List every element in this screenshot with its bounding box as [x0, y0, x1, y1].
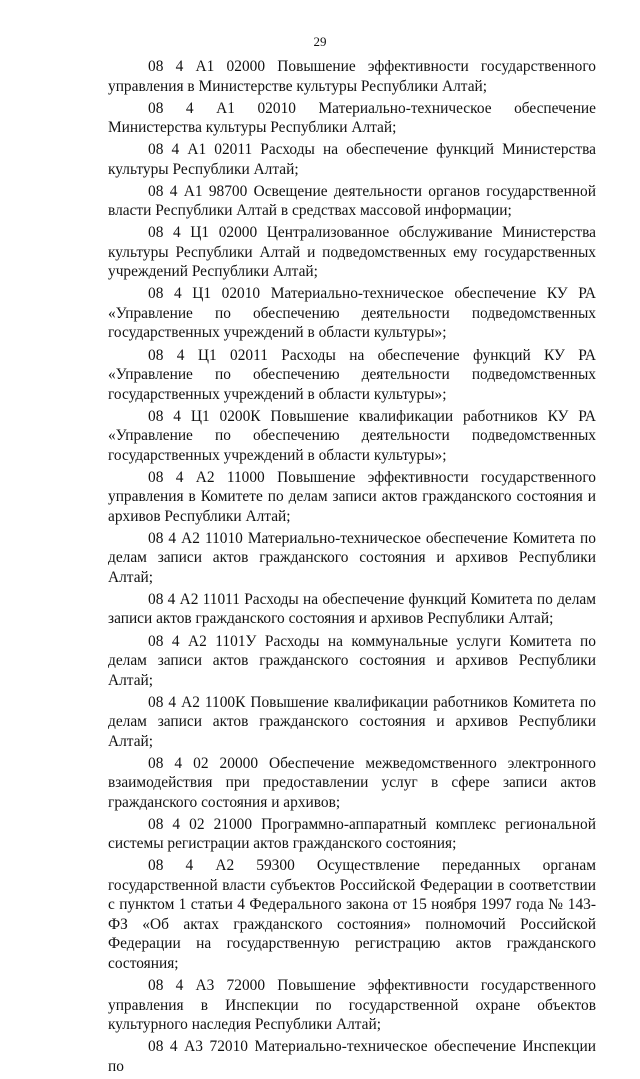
paragraph: 08 4 А2 1100К Повышение квалификации работников Комитета по делам записи актов гражданского состояния и архивов Республики Алтай; — [108, 693, 596, 750]
paragraph: 08 4 А2 11010 Материально-техническое обеспечение Комитета по делам записи актов гражданского состояния и архивов Республики Алтай; — [108, 529, 596, 586]
document-body — [108, 57, 596, 1079]
paragraph: 08 4 А2 11000 Повышение эффективности государственного управления в Комитете по делам записи актов гражданского состояния и архивов Республики Алтай; — [108, 468, 596, 525]
paragraph: 08 4 А1 02011 Расходы на обеспечение функций Министерства культуры Республики Алтай; — [108, 141, 596, 178]
paragraph: 08 4 Ц1 02010 Материально-техническое обеспечение КУ РА «Управление по обеспечению деятельности подведомственных государственных учреждений в области культуры»; — [108, 285, 596, 342]
paragraph: 08 4 Ц1 02000 Централизованное обслуживание Министерства культуры Республики Алтай и подведомственных ему государственных учреждений Республики Алтай; — [108, 224, 596, 281]
paragraph: 08 4 А2 11011 Расходы на обеспечение функций Комитета по делам записи актов гражданского состояния и архивов Республики Алтай; — [108, 590, 596, 628]
paragraph: 08 4 А1 02000 Повышение эффективности государственного управления в Министерстве культуры Республики Алтай; — [108, 58, 596, 95]
paragraph: 08 4 А2 59300 Осуществление переданных органам государственной власти субъектов Российской Федерации в соответствии с пунктом 1 статьи 4 Федерального закона от 15 ноября 1997 года № 143-ФЗ «Об актах гражданского состояния» полномочий Российской Федерации на государственную регистрацию актов гражданского состояния; — [108, 857, 596, 972]
paragraph: 08 4 А1 02010 Материально-техническое обеспечение Министерства культуры Республики Алтай; — [108, 99, 596, 137]
paragraph: 08 4 Ц1 0200К Повышение квалификации работников КУ РА «Управление по обеспечению деятельности подведомственных государственных учреждений в области культуры»; — [108, 407, 596, 464]
paragraph: 08 4 А3 72000 Повышение эффективности государственного управления в Инспекции по государственной охране объектов культурного наследия Республики Алтай; — [108, 977, 596, 1033]
paragraph: 08 4 Ц1 02011 Расходы на обеспечение функций КУ РА «Управление по обеспечению деятельности подведомственных государственных учреждений в области культуры»; — [108, 346, 596, 403]
paragraph: 08 4 А2 1101У Расходы на коммунальные услуги Комитета по делам записи актов гражданского состояния и архивов Республики Алтай; — [108, 632, 596, 689]
paragraph: 08 4 А1 98700 Освещение деятельности органов государственной власти Республики Алтай в средствах массовой информации; — [108, 182, 596, 220]
paragraph: 08 4 А3 72010 Материально-техническое обеспечение Инспекции по — [108, 1038, 596, 1075]
page-number: 29 — [313, 34, 327, 49]
paragraph: 08 4 02 21000 Программно-аппаратный комплекс региональной системы регистрации актов гражданского состояния; — [108, 815, 596, 853]
paragraph: 08 4 02 20000 Обеспечение межведомственного электронного взаимодействия при предоставлении услуг в сфере записи актов гражданского состояния и архивов; — [108, 754, 596, 811]
